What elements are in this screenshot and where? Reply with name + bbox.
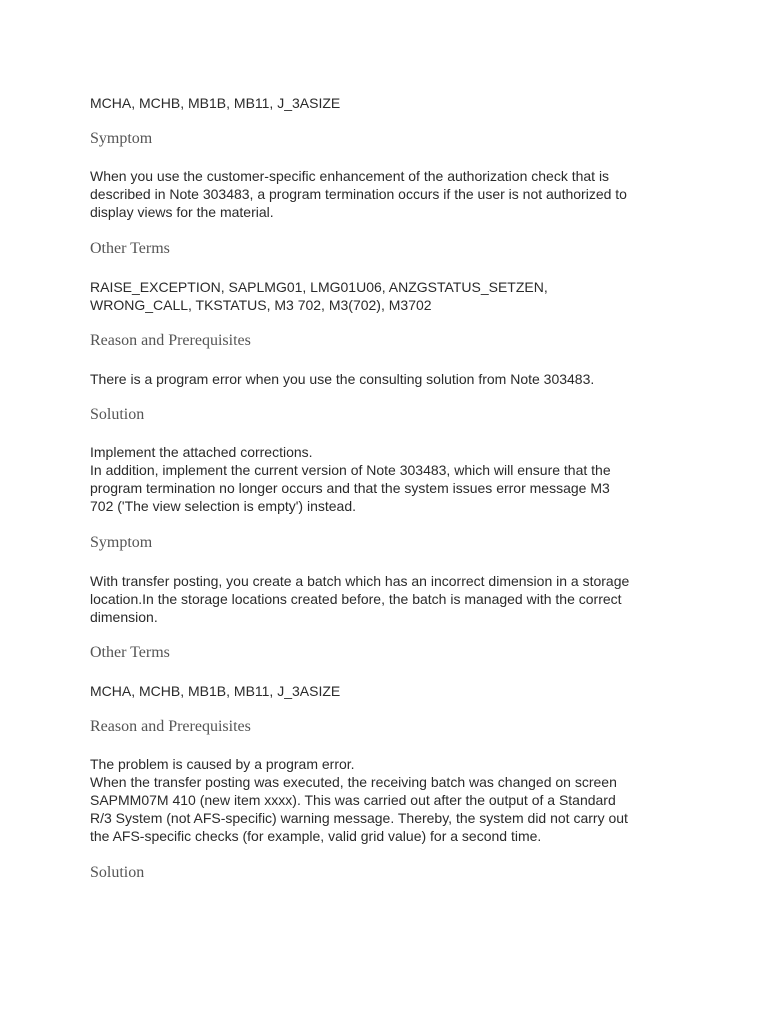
reason-2-line: When the transfer posting was executed, the receiving batch was changed on screen (90, 774, 617, 790)
reason-heading-1: Reason and Prerequisites (90, 332, 251, 349)
other-terms-text-1 (90, 278, 690, 314)
reason-2-line: The problem is caused by a program error. (90, 756, 355, 772)
symptom-2-line: location.In the storage locations created before, the batch is managed with the correct (90, 591, 622, 607)
reason-heading-2: Reason and Prerequisites (90, 718, 251, 735)
solution-1-line: program termination no longer occurs and that the system issues error message M3 (90, 480, 610, 496)
symptom-heading-2: Symptom (90, 534, 153, 551)
symptom-text-2 (90, 572, 690, 626)
intro-keywords: MCHA, MCHB, MB1B, MB11, J_3ASIZE (90, 95, 341, 111)
other-terms-1-line: RAISE_EXCEPTION, SAPLMG01, LMG01U06, ANZGSTATUS_SETZEN, (90, 279, 548, 295)
solution-heading-2: Solution (90, 864, 145, 881)
symptom-2-line: dimension. (90, 609, 158, 625)
other-terms-heading-2: Other Terms (90, 644, 170, 661)
other-terms-text-2: MCHA, MCHB, MB1B, MB11, J_3ASIZE (90, 683, 341, 699)
symptom-heading-1: Symptom (90, 130, 153, 147)
reason-2-line: the AFS-specific checks (for example, valid grid value) for a second time. (90, 828, 542, 844)
solution-heading-1: Solution (90, 406, 145, 423)
solution-text-1 (90, 443, 690, 515)
solution-1-line: In addition, implement the current version of Note 303483, which will ensure that the (90, 462, 611, 478)
reason-2-line: SAPMM07M 410 (new item xxxx). This was carried out after the output of a Standard (90, 792, 616, 808)
solution-1-line: 702 ('The view selection is empty') instead. (90, 498, 357, 514)
other-terms-1-line: WRONG_CALL, TKSTATUS, M3 702, M3(702), M3702 (90, 297, 432, 313)
reason-text-1: There is a program error when you use the consulting solution from Note 303483. (90, 371, 595, 387)
symptom-1-line: described in Note 303483, a program termination occurs if the user is not authorized to (90, 186, 627, 202)
other-terms-heading-1: Other Terms (90, 240, 170, 257)
reason-text-2 (90, 755, 690, 845)
symptom-2-line: With transfer posting, you create a batch which has an incorrect dimension in a storage (90, 573, 630, 589)
symptom-text-1 (90, 167, 690, 221)
reason-2-line: R/3 System (not AFS-specific) warning message. Thereby, the system did not carry out (90, 810, 628, 826)
solution-1-line: Implement the attached corrections. (90, 444, 313, 460)
symptom-1-line: display views for the material. (90, 204, 274, 220)
symptom-1-line: When you use the customer-specific enhancement of the authorization check that is (90, 168, 610, 184)
